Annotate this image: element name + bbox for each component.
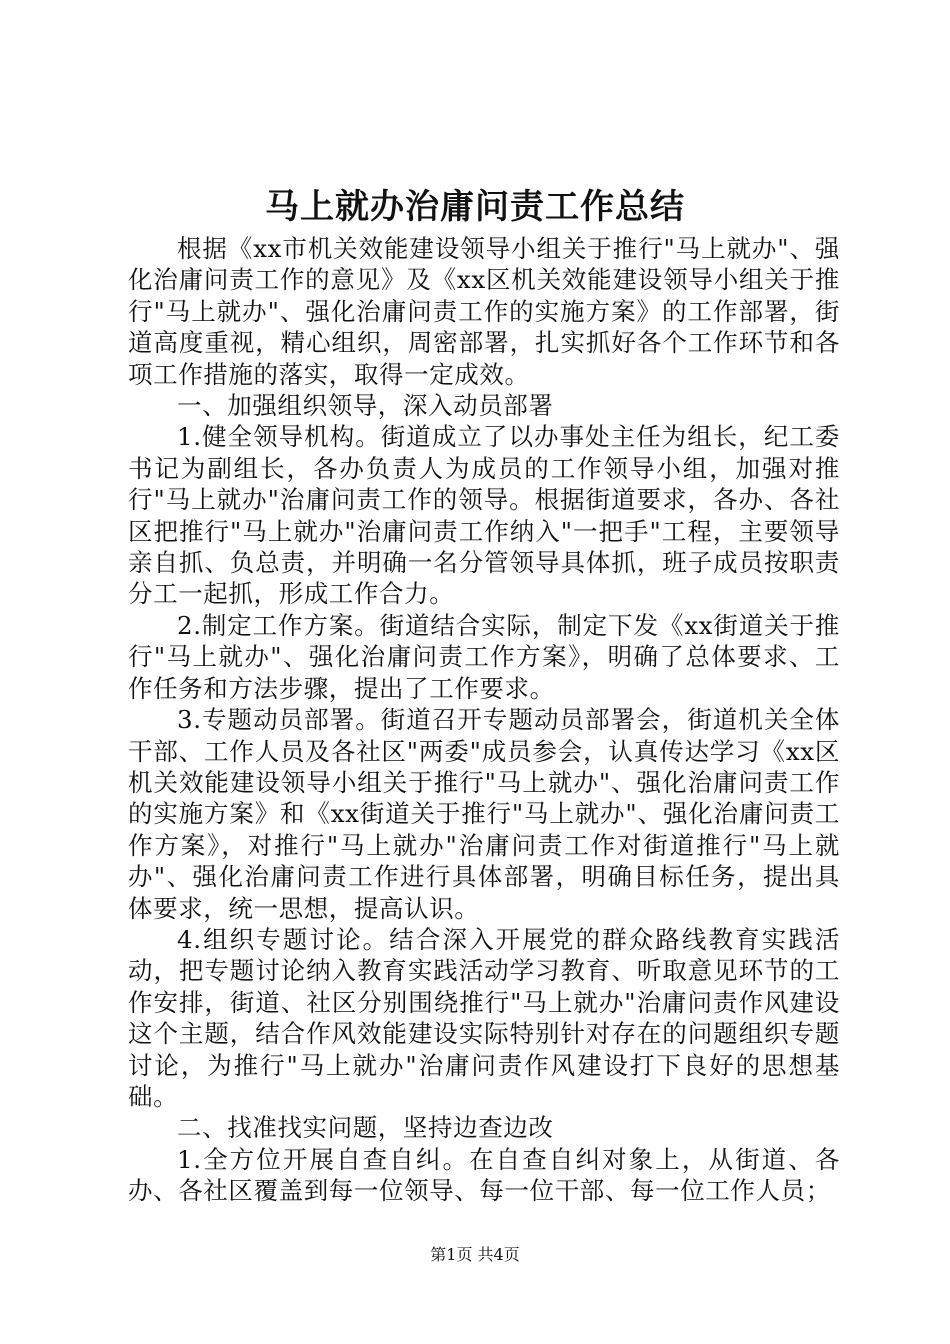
paragraph-intro: 根据《xx市机关效能建设领导小组关于推行"马上就办"、强化治庸问责工作的意见》及《xx区机关效能建设领导小组关于推行"马上就办"、强化治庸问责工作的实施方案》的工作部署，街道高度重视，精心组织，周密部署，扎实抓好各个工作环节和各项工作措施的落实，取得一定成效。: [128, 234, 840, 389]
paragraph-item-1-3: 3.专题动员部署。街道召开专题动员部署会，街道机关全体干部、工作人员及各社区"两委"成员参会，认真传达学习《xx区机关效能建设领导小组关于推行"马上就办"、强化治庸问责工作的实施方案》和《xx街道关于推行"马上就办"、强化治庸问责工作方案》，对推行"马上就办"治庸问责工作对街道推行"马上就办"、强化治庸问责工作进行具体部署，明确目标任务，提出具体要求，统一思想，提高认识。: [128, 705, 840, 923]
document-title: 马上就办治庸问责工作总结: [265, 187, 685, 227]
section-heading-2: 二、找准找实问题，坚持边查边改: [177, 1113, 554, 1143]
paragraph-item-2-1: 1.全方位开展自查自纠。在自查自纠对象上，从街道、各办、各社区覆盖到每一位领导、每一位干部、每一位工作人员；: [128, 1144, 840, 1206]
paragraph-item-1-2: 2.制定工作方案。街道结合实际，制定下发《xx街道关于推行"马上就办"、强化治庸问责工作方案》，明确了总体要求、工作任务和方法步骤，提出了工作要求。: [128, 610, 840, 703]
paragraph-item-1-1: 1.健全领导机构。街道成立了以办事处主任为组长，纪工委书记为副组长，各办负责人为成员的工作领导小组，加强对推行"马上就办"治庸问责工作的领导。根据街道要求，各办、各社区把推行"马上就办"治庸问责工作纳入"一把手"工程，主要领导亲自抓、负总责，并明确一名分管领导具体抓，班子成员按职责分工一起抓，形成工作合力。: [128, 422, 840, 609]
paragraph-item-1-4: 4.组织专题讨论。结合深入开展党的群众路线教育实践活动，把专题讨论纳入教育实践活动学习教育、听取意见环节的工作安排，街道、社区分别围绕推行"马上就办"治庸问责作风建设这个主题，结合作风效能建设实际特别针对存在的问题组织专题讨论，为推行"马上就办"治庸问责作风建设打下良好的思想基础。: [128, 924, 840, 1111]
document-body: [128, 233, 840, 1207]
page-footer: 第1页 共4页: [430, 1245, 520, 1264]
section-heading-1: 一、加强组织领导，深入动员部署: [177, 391, 554, 421]
